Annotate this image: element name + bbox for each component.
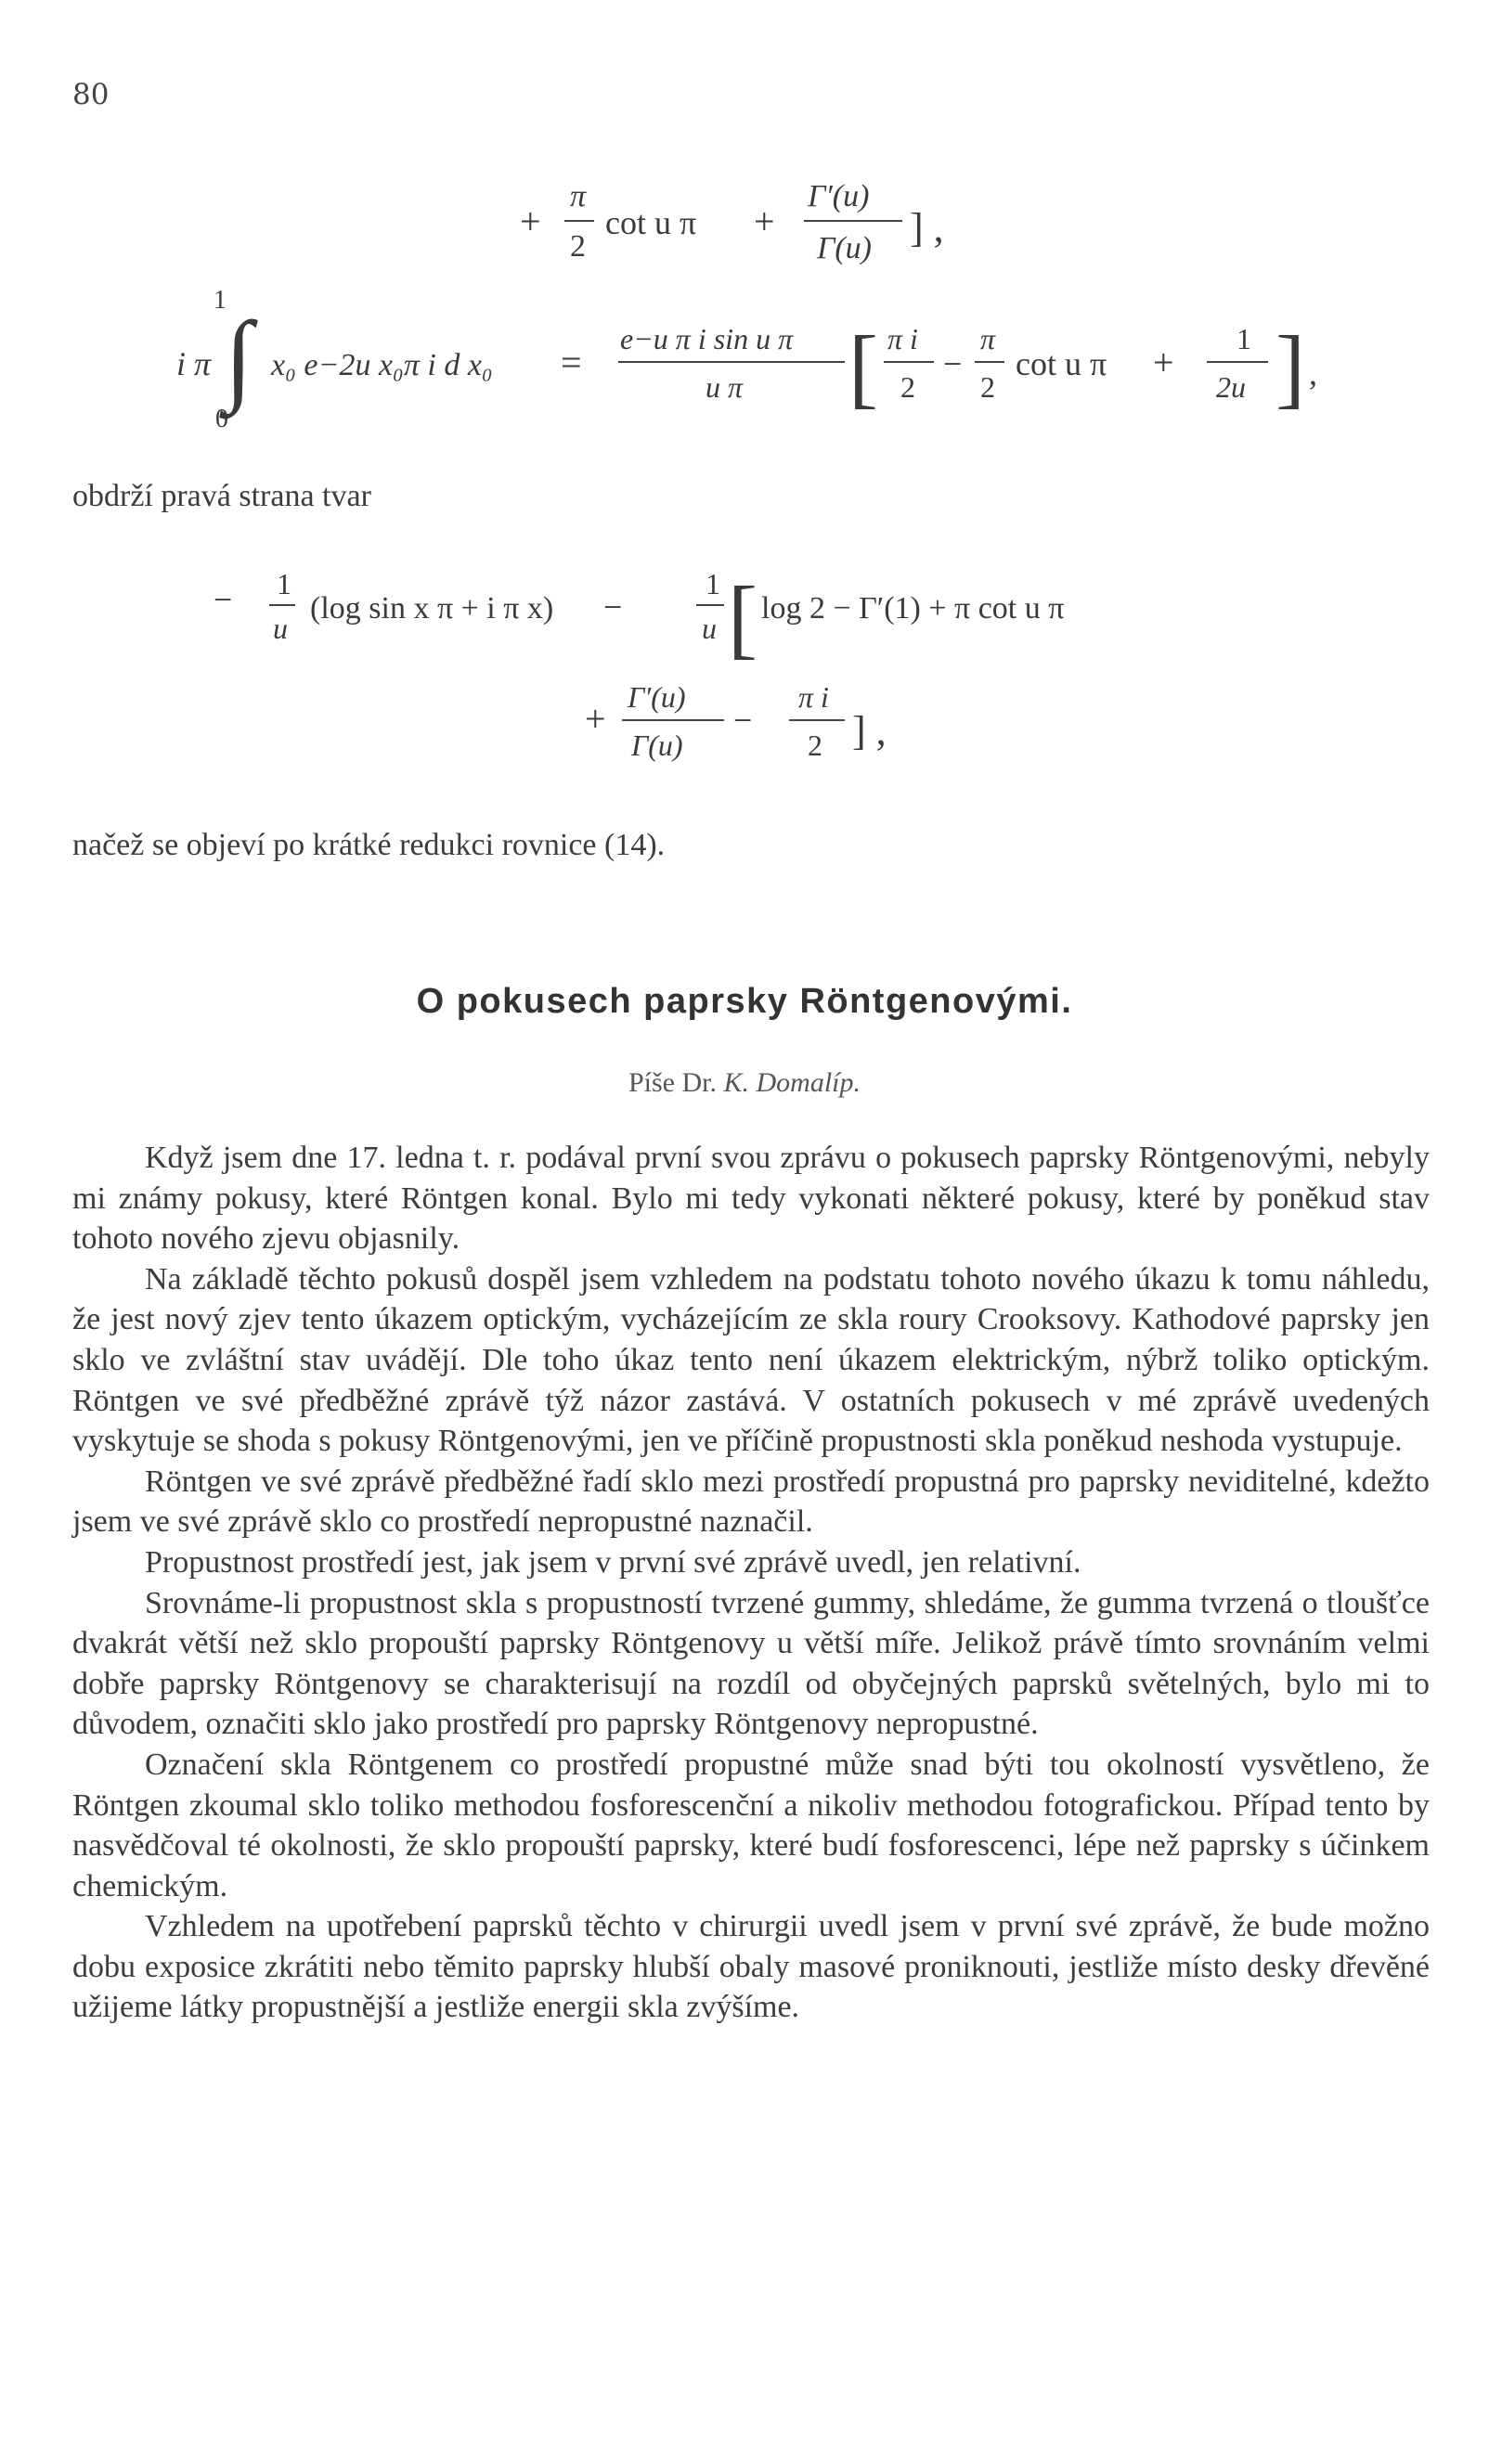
article-body bbox=[72, 1138, 1430, 2028]
equation-line-2-svg bbox=[176, 288, 1346, 436]
eq2-i-pi: i π bbox=[176, 345, 212, 382]
eq4-two: 2 bbox=[808, 729, 822, 762]
eq2-bracket-den-3: 2u bbox=[1216, 370, 1246, 404]
eq1-gamma-denominator: Γ(u) bbox=[817, 231, 872, 265]
page-number: 80 bbox=[72, 78, 110, 111]
equation-line-4 bbox=[585, 668, 956, 780]
equation-line-3-svg bbox=[214, 557, 1290, 667]
eq1-two-denominator: 2 bbox=[570, 229, 586, 264]
eq3-minus-1: − bbox=[214, 581, 233, 618]
paragraph-2: Na základě těchto pokusů dospěl jsem vzhledem na podstatu tohoto nového úkazu k tomu náhledu, že jest nový zjev tento úkazem optickým, vycházejícím ze skla roury Crooksovy. Kathodové paprsky jen sklo ve zvláštní stav uvádějí. Dle toho úkaz tento není úkazem elektrickým, nýbrž toliko optickým. Röntgen ve své předběžné zprávě týž názor zastává. V ostatních pokusech v mé zprávě uvedených vyskytuje se shoda s pokusy Röntgenovými, jen ve příčině propustnosti skla poněkud neshoda vystupuje. bbox=[72, 1261, 1430, 1459]
eq1-pi-numerator: π bbox=[570, 179, 587, 213]
eq3-log-term: (log sin x π + i π x) bbox=[310, 591, 554, 626]
eq1-cot-u-pi: cot u π bbox=[605, 204, 697, 241]
eq2-fraction-numerator: e−u π i sin u π bbox=[620, 322, 794, 355]
equation-line-1 bbox=[501, 167, 1003, 269]
paragraph-3: Röntgen ve své zprávě předběžné řadí sklo mezi prostředí propustná pro paprsky neviditelné, kdežto jsem ve své zprávě sklo co prostředí nepropustné naznačil. bbox=[72, 1464, 1430, 1540]
eq3-u-2: u bbox=[702, 612, 717, 645]
eq2-bracket-den-2: 2 bbox=[980, 370, 995, 404]
eq2-bracket-num-2: π bbox=[980, 322, 996, 355]
paragraph-1: Když jsem dne 17. ledna t. r. podával první svou zprávu o pokusech paprsky Röntgenovými, nebyly mi známy pokusy, které Röntgen konal. Bylo mi tedy vykonati některé pokusy, které by poněkud stav tohoto nového zjevu objasnily. bbox=[72, 1141, 1430, 1257]
eq3-bracket-open: [ bbox=[728, 568, 757, 667]
paragraph-5: Srovnáme-li propustnost skla s propustností tvrzené gummy, shledáme, že gumma tvrzená o tloušťce dvakrát větší než sklo propouští paprsky Röntgenovy u větší míře. Jelikož právě tímto srovnáním velmi dobře paprsky Röntgenovy se charakterisují na rozdíl od obyčejných paprsků světelných, bylo mi to důvodem, označiti sklo jako prostředí pro paprsky Röntgenovy nepropustné. bbox=[72, 1585, 1430, 1742]
eq1-gamma-numerator: Γ′(u) bbox=[808, 179, 870, 213]
eq4-tail: ] , bbox=[852, 708, 887, 754]
byline-prefix: Píše Dr. bbox=[628, 1067, 717, 1098]
eq2-plus: + bbox=[1153, 342, 1174, 383]
intro-text: obdrží pravá strana tvar bbox=[72, 479, 371, 513]
byline-author-name: K. Domalíp. bbox=[723, 1067, 861, 1098]
equation-line-3 bbox=[214, 557, 1290, 667]
eq2-bracket-num-3: 1 bbox=[1237, 322, 1251, 355]
paragraph-6: Označení skla Röntgenem co prostředí propustné může snad býti tou okolností vysvětleno, že Röntgen zkoumal sklo toliko methodou fosforescenční a nikoliv methodou fotografickou. Případ tento by nasvědčoval té okolnosti, že sklo propouští paprsky, které budí fosforescenci, lépe než paprsky s účinkem chemickým. bbox=[72, 1747, 1430, 1903]
eq2-tail: , bbox=[1309, 355, 1317, 392]
eq2-bracket-den-1: 2 bbox=[900, 370, 915, 404]
eq3-one-2: 1 bbox=[706, 567, 720, 600]
equation-line-2 bbox=[176, 288, 1346, 436]
eq4-plus: + bbox=[585, 698, 606, 740]
eq2-bracket-close: ] bbox=[1275, 317, 1305, 417]
paragraph-4: Propustnost prostředí jest, jak jsem v první své zprávě uvedl, jen relativní. bbox=[145, 1544, 1081, 1580]
eq4-gamma-numerator: Γ′(u) bbox=[628, 680, 686, 714]
eq2-upper-limit: 1 bbox=[214, 286, 227, 315]
article-title: O pokusech paprsky Röntgenovými. bbox=[416, 982, 1073, 1021]
eq1-tail: ] , bbox=[910, 205, 944, 251]
eq2-bracket-open: [ bbox=[848, 317, 878, 417]
eq3-u-1: u bbox=[273, 612, 288, 645]
eq4-pi-i: π i bbox=[798, 680, 829, 714]
eq3-minus-2: − bbox=[603, 588, 623, 626]
eq2-integral-sign: ∫ bbox=[225, 301, 253, 414]
eq3-one-1: 1 bbox=[277, 567, 291, 600]
eq1-plus-2: + bbox=[754, 200, 775, 242]
eq1-plus-1: + bbox=[520, 200, 541, 242]
eq4-minus: − bbox=[733, 702, 753, 739]
paragraph-7: Vzhledem na upotřebení paprsků těchto v chirurgii uvedl jsem v první své zprávě, že bude možno dobu exposice zkrátiti nebo těmito paprsky hlubší obaly masové proniknouti, jestliže místo desky dřevěné užijeme látky propustnější a jestliže energii skla zvýšíme. bbox=[72, 1909, 1430, 2025]
closing-text: načež se objeví po krátké redukci rovnice (14). bbox=[72, 828, 666, 862]
eq2-bracket-num-1: π i bbox=[887, 322, 918, 355]
eq2-fraction-denominator: u π bbox=[706, 370, 744, 404]
eq2-equals: = bbox=[561, 342, 582, 383]
equation-line-1-svg bbox=[501, 167, 1003, 269]
eq4-gamma-denominator: Γ(u) bbox=[631, 729, 683, 762]
eq2-minus: − bbox=[943, 345, 963, 382]
equation-line-4-svg bbox=[585, 668, 956, 780]
byline bbox=[0, 1067, 1489, 1099]
eq3-log2-term: log 2 − Γ′(1) + π cot u π bbox=[761, 591, 1065, 626]
eq2-cot-u-pi: cot u π bbox=[1016, 345, 1107, 382]
eq2-lower-limit: 0 bbox=[215, 405, 228, 433]
eq2-integrand: x₀ e−2u x₀π i d x₀ bbox=[271, 348, 493, 382]
